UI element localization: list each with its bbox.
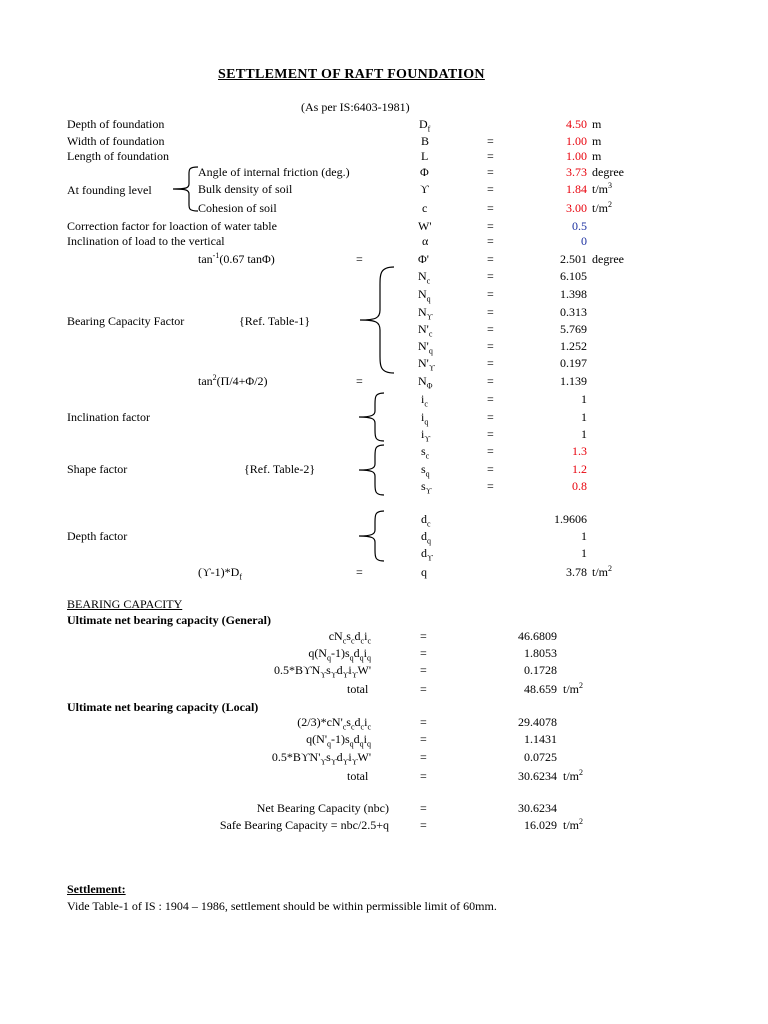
value-sc: 1.3: [572, 444, 587, 458]
equals-sign: =: [487, 269, 494, 283]
value-local-1: 29.4078: [518, 715, 557, 729]
expr-general-1: $cN_cs_cd_ci_c$: [328, 629, 371, 646]
equals-sign: =: [487, 182, 494, 196]
label-depth-of-foundation: Depth of foundation: [67, 117, 165, 131]
value-width-of-foundation: 1.00: [566, 134, 587, 148]
symbol-igamma: $i_ϒ$: [421, 427, 431, 444]
value-sq: 1.2: [572, 462, 587, 476]
value-general-3: 0.1728: [524, 663, 557, 677]
equals-sign: =: [420, 663, 427, 677]
value-dgamma: 1: [581, 546, 587, 560]
unit-degree: degree: [592, 165, 624, 179]
value-iq: 1: [581, 410, 587, 424]
symbol-sq: $s_q$: [421, 462, 430, 479]
symbol-w-prime: W': [418, 219, 432, 233]
unit-total-general: $t/m^2$: [563, 681, 584, 696]
label-net-bearing-capacity: Net Bearing Capacity (nbc): [256, 801, 389, 815]
equals-sign: =: [487, 252, 494, 266]
formula-phi-prime: $\tan^{-1}(0.67$ tanΦ): [198, 251, 275, 266]
label-total-local: total: [347, 769, 369, 783]
equals-sign: =: [487, 149, 494, 163]
value-total-local: 30.6234: [518, 769, 557, 783]
value-angle-of-internal-friction: 3.73: [566, 165, 587, 179]
value-total-general: 48.659: [524, 682, 557, 696]
reference-table-1: {Ref. Table-1}: [239, 314, 311, 328]
symbol-l: L: [421, 149, 429, 163]
symbol-ngamma: $N_ϒ$: [418, 305, 433, 322]
value-general-1: 46.6809: [518, 629, 557, 643]
value-dc: 1.9606: [554, 512, 587, 526]
equals-sign: =: [420, 646, 427, 660]
reference-table-2: {Ref. Table-2}: [244, 462, 316, 476]
value-length-of-foundation: 1.00: [566, 149, 587, 163]
label-safe-bearing-capacity: Safe Bearing Capacity = nbc/2.5+q: [219, 818, 389, 832]
symbol-q: q: [421, 565, 427, 579]
symbol-nc: $N_c$: [418, 269, 431, 286]
unit-length-of-foundation: m: [592, 149, 602, 163]
label-bulk-density: Bulk density of soil: [198, 182, 293, 196]
equals-sign: =: [487, 392, 494, 406]
symbol-sgamma: $s_ϒ$: [421, 479, 432, 496]
equals-sign: =: [487, 219, 494, 233]
label-total-general: total: [347, 682, 369, 696]
expr-general-3: $0.5*BϒN_ϒs_ϒd_ϒi_ϒW'$: [274, 663, 371, 680]
value-water-table-factor: 0.5: [572, 219, 587, 233]
equals-sign: =: [487, 305, 494, 319]
equals-sign: =: [420, 682, 427, 696]
value-cohesion-of-soil: 3.00: [566, 201, 587, 215]
equals-sign: =: [487, 234, 494, 248]
unit-safe-bearing-capacity: $t/m^2$: [563, 817, 584, 832]
value-sgamma: 0.8: [572, 479, 587, 493]
equals-sign: =: [356, 374, 363, 388]
value-igamma: 1: [581, 427, 587, 441]
unit-total-local: $t/m^2$: [563, 768, 584, 783]
symbol-phi: Φ: [420, 165, 429, 179]
value-general-2: 1.8053: [524, 646, 557, 660]
left-brace-icon: [356, 510, 386, 562]
unit-bulk-density: $t/m^3$: [592, 181, 613, 196]
symbol-c: c: [422, 201, 428, 215]
equals-sign: =: [420, 769, 427, 783]
equals-sign: =: [487, 201, 494, 215]
equals-sign: =: [420, 732, 427, 746]
equals-sign: =: [487, 339, 494, 353]
value-ic: 1: [581, 392, 587, 406]
symbol-sc: $s_c$: [421, 444, 430, 461]
value-q: 3.78: [566, 565, 587, 579]
value-safe-bearing-capacity: 16.029: [524, 818, 557, 832]
expr-general-2: $q(N_q-1)s_qd_qi_q$: [308, 646, 371, 663]
label-depth-factor: Depth factor: [67, 529, 128, 543]
value-depth-of-foundation: 4.50: [566, 117, 587, 131]
symbol-phi-prime: Φ': [418, 252, 429, 266]
value-n-phi: 1.139: [560, 374, 587, 388]
label-angle-of-internal-friction: Angle of internal friction (deg.): [198, 165, 350, 179]
label-cohesion-of-soil: Cohesion of soil: [198, 201, 277, 215]
equals-sign: =: [487, 479, 494, 493]
equals-sign: =: [420, 801, 427, 815]
equals-sign: =: [487, 287, 494, 301]
formula-q: $(ϒ-1)*D_f$: [198, 565, 242, 582]
equals-sign: =: [487, 462, 494, 476]
symbol-alpha: α: [422, 234, 429, 248]
value-nc-prime: 5.769: [560, 322, 587, 336]
symbol-gamma: ϒ: [420, 182, 429, 196]
equals-sign: =: [420, 715, 427, 729]
unit-width-of-foundation: m: [592, 134, 602, 148]
symbol-nq-prime: $N'_q$: [418, 339, 433, 356]
heading-local-capacity: Ultimate net bearing capacity (Local): [67, 700, 259, 714]
equals-sign: =: [487, 427, 494, 441]
page-title: SETTLEMENT OF RAFT FOUNDATION: [218, 67, 485, 82]
equals-sign: =: [420, 750, 427, 764]
equals-sign: =: [420, 629, 427, 643]
section-heading-bearing-capacity: BEARING CAPACITY: [67, 597, 183, 611]
equals-sign: =: [487, 444, 494, 458]
left-brace-icon: [170, 166, 200, 212]
left-brace-icon: [356, 392, 386, 442]
symbol-nq: $N_q$: [418, 287, 431, 304]
symbol-df: $D_f$: [419, 117, 431, 134]
equals-sign: =: [420, 818, 427, 832]
expr-local-2: $q(N'_q-1)s_qd_qi_q$: [306, 732, 371, 749]
symbol-iq: $i_q$: [421, 410, 429, 427]
value-dq: 1: [581, 529, 587, 543]
equals-sign: =: [487, 322, 494, 336]
symbol-b: B: [421, 134, 430, 148]
label-width-of-foundation: Width of foundation: [67, 134, 165, 148]
value-local-2: 1.1431: [524, 732, 557, 746]
value-nc: 6.105: [560, 269, 587, 283]
heading-general-capacity: Ultimate net bearing capacity (General): [67, 613, 271, 627]
label-load-inclination: Inclination of load to the vertical: [67, 234, 225, 248]
left-brace-icon: [356, 444, 386, 496]
value-load-inclination: 0: [581, 234, 587, 248]
value-phi-prime: 2.501: [560, 252, 587, 266]
value-local-3: 0.0725: [524, 750, 557, 764]
label-water-table-factor: Correction factor for loaction of water table: [67, 219, 277, 233]
label-bearing-capacity-factor: Bearing Capacity Factor: [67, 314, 185, 328]
unit-depth-of-foundation: m: [592, 117, 602, 131]
page-subtitle: (As per IS:6403-1981): [301, 100, 410, 114]
left-brace-icon: [356, 266, 396, 374]
expr-local-3: $0.5*BϒN'_ϒs_ϒd_ϒi_ϒW'$: [271, 750, 371, 767]
settlement-note: Vide Table-1 of IS : 1904 – 1986, settlement should be within permissible limit of 60mm.: [67, 899, 497, 913]
label-inclination-factor: Inclination factor: [67, 410, 150, 424]
label-length-of-foundation: Length of foundation: [67, 149, 169, 163]
unit-degree: degree: [592, 252, 624, 266]
symbol-dq: $d_q$: [421, 529, 431, 546]
value-bulk-density: 1.84: [566, 182, 587, 196]
equals-sign: =: [487, 134, 494, 148]
value-nq: 1.398: [560, 287, 587, 301]
symbol-ngamma-prime: $N'_ϒ$: [418, 356, 435, 373]
symbol-nc-prime: $N'_c$: [418, 322, 433, 339]
equals-sign: =: [487, 410, 494, 424]
equals-sign: =: [487, 165, 494, 179]
label-shape-factor: Shape factor: [67, 462, 128, 476]
value-ngamma-prime: 0.197: [560, 356, 587, 370]
value-net-bearing-capacity: 30.6234: [518, 801, 557, 815]
symbol-n-phi: $N_\Phi$: [418, 374, 433, 391]
heading-settlement: Settlement:: [67, 882, 126, 896]
label-at-founding-level: At founding level: [67, 183, 152, 197]
equals-sign: =: [356, 565, 363, 579]
formula-n-phi: $\tan^2(\Pi/4+\Phi/2)$: [198, 373, 268, 388]
symbol-dc: $d_c$: [421, 512, 431, 529]
expr-local-1: $(2/3)*cN'_cs_cd_ci_c$: [297, 715, 371, 732]
equals-sign: =: [356, 252, 363, 266]
equals-sign: =: [487, 356, 494, 370]
equals-sign: =: [487, 374, 494, 388]
value-nq-prime: 1.252: [560, 339, 587, 353]
symbol-dgamma: $d_ϒ$: [421, 546, 433, 563]
symbol-ic: $i_c$: [421, 392, 428, 409]
unit-cohesion: $t/m^2$: [592, 200, 613, 215]
unit-q: $t/m^2$: [592, 564, 613, 579]
value-ngamma: 0.313: [560, 305, 587, 319]
